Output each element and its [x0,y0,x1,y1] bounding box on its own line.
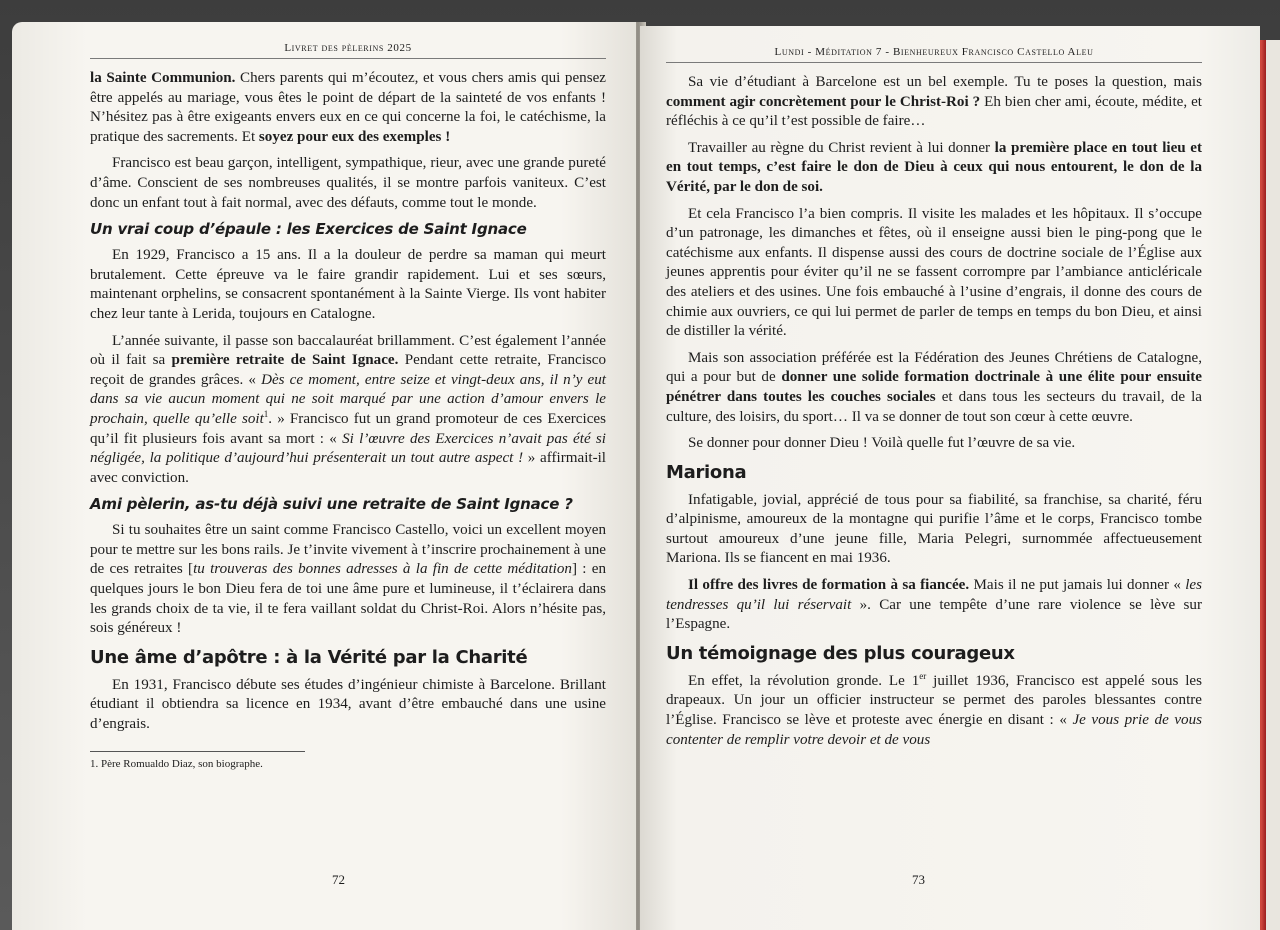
paragraph [666,73,1202,132]
italic-quote: les tendresses qu’il lui réservait [666,577,1202,613]
text: Travailler au règne du Christ revient à lui donner [688,139,995,156]
text: Mais son association préférée est la Fédération des Jeunes Chrétiens de Catalogne, qui a pour but de [666,349,1202,386]
bold-text: comment agir concrètement pour le Christ-Roi ? [666,93,981,110]
text: » affirmait-il avec conviction. [90,450,606,486]
text: Si tu souhaites être un saint comme Francisco Castello, voici un excellent moyen pour te mettre sur les bons rails. Je t’invite vivement à t’inscrire prochainement à une de ces retraites [ [90,522,606,578]
page-number: 73 [912,872,925,887]
left-page [12,22,636,930]
footnote: 1. Père Romualdo Diaz, son biographe. [90,757,263,770]
text: Sa vie d’étudiant à Barcelone est un bel exemple. Tu te poses la question, mais [688,74,1202,90]
bold-text: la Sainte Communion. [90,70,236,86]
bold-text: soyez pour eux des exemples ! [258,128,451,145]
superscript: er [919,670,927,681]
text: ] : en quelques jours le bon Dieu fera de toi une âme pure et lumineuse, il t’éclairera dans les grands choix de ta vie, il te fera vaillant soldat du Christ-Roi. Alors n’hésite pas, sois généreux ! [90,561,607,637]
running-head: Lundi - Méditation 7 - Bienheureux Francisco Castello Aleu [666,46,1202,63]
text: juillet 1936, Francisco est appelé sous les drapeaux. Un jour un officier instructeur se permet des paroles blessantes contre l’Église. Francisco se lève et proteste avec énergie en disant : « [666,672,1203,729]
text: L’année suivante, il passe son baccalauréat brillamment. C’est également l’année où il fait sa [90,332,606,369]
paragraph [666,349,1202,427]
paragraph [90,332,606,489]
paragraph [90,69,606,147]
paragraph: En 1931, Francisco débute ses études d’ingénieur chimiste à Barcelone. Brillant étudiant il obtiendra sa licence en 1934, avant d’être embauché dans une usine d’engrais. [90,676,606,733]
page-edge [1266,40,1280,930]
text: Pendant cette retraite, Francisco reçoit de grandes grâces. « [90,352,607,388]
paragraph [666,576,1202,635]
text: Mais il ne put jamais lui donner « [969,577,1186,594]
text: . » Francisco fut un grand promoteur de ces Exercices qu’il fit plusieurs fois avant sa mort : « [90,410,606,447]
paragraph [90,521,606,639]
text: Eh bien cher ami, écoute, médite, et réfléchis à ce qu’il t’est possible de faire… [666,93,1202,130]
bold-text: donner une solide formation doctrinale à une élite pour ensuite pénétrer dans toutes les couches sociales [666,369,1203,405]
paragraph: Francisco est beau garçon, intelligent, sympathique, rieur, avec une grande pureté d’âme. Conscient de ses nombreuses qualités, il se montre parfois vaniteux. C’est donc un enfant tout à fait normal, avec des défauts, comme tout le monde. [90,155,606,211]
paragraph [666,672,1202,750]
bold-text: Il offre des livres de formation à sa fiancée. [688,577,970,594]
page-number: 72 [332,872,345,887]
paragraph [666,139,1202,198]
footnote-ref: 1 [263,408,269,419]
italic-text: tu trouveras des bonnes adresses à la fin de cette méditation [193,561,572,578]
paragraph: Se donner pour donner Dieu ! Voilà quelle fut l’œuvre de sa vie. [688,435,1076,452]
italic-quote: Dès ce moment, entre seize et vingt-deux ans, il n’y eut dans sa vie aucun moment qui ne soit marqué par une action d’amour envers le prochain, quelle qu’elle soit [90,371,606,427]
text: En effet, la révolution gronde. Le 1 [688,672,920,689]
subheading: Ami pèlerin, as-tu déjà suivi une retraite de Saint Ignace ? [90,495,573,514]
running-head: Livret des pèlerins 2025 [90,42,606,59]
section-heading: Une âme d’apôtre : à la Vérité par la Charité [90,646,528,668]
italic-quote: Je vous prie de vous contenter de remplir votre devoir et de vous [666,712,1203,748]
subheading: Un vrai coup d’épaule : les Exercices de Saint Ignace [90,220,527,239]
text: Chers parents qui m’écoutez, et vous chers amis qui pensez être appelés au mariage, vous êtes le point de départ de la sainteté de vos enfants ! N’hésitez pas à être exigeants envers eux en ce qui concerne la foi, le catéchisme, la pratique des sacrements. Et [90,70,606,145]
paragraph: Infatigable, jovial, apprécié de tous pour sa fiabilité, sa franchise, sa charité, féru d’alpinisme, amoureux de la montagne qui purifie l’âme et le corps, Francisco tombe surtout amoureux d’une jeune fille, Maria Pelegri, surnommée affectueusement Mariona. Ils se fiancent en mai 1936. [666,491,1202,567]
text: et dans tous les secteurs du travail, de la culture, des loisirs, du sport… Il va se donner de tout son cœur à cette œuvre. [666,388,1202,425]
section-heading: Un témoignage des plus courageux [666,642,1015,664]
bold-text: première retraite de Saint Ignace. [171,352,399,369]
bold-text: la première place en tout lieu et en tout temps, c’est faire le don de Dieu à ceux qui nous entourent, le don de la Vérité, par le don de soi. [666,139,1203,195]
italic-quote: Si l’œuvre des Exercices n’avait pas été si négligée, la politique d’aujourd’hui présenterait un tout autre aspect ! [90,430,606,467]
section-heading: Mariona [666,461,747,483]
right-page [640,26,1260,930]
footnote-rule [90,751,305,752]
text: ». Car une tempête d’une rare violence se lève sur l’Espagne. [666,596,1202,633]
paragraph: Et cela Francisco l’a bien compris. Il visite les malades et les hôpitaux. Il s’occupe d’un patronage, les dimanches et fêtes, où il enseigne aussi bien le ping-pong que le catéchisme aux enfants. Il dispense aussi des cours de doctrine sociale de l’Église aux jeunes apprentis pour éviter qu’il ne se fassent corrompre par l’ambiance anticléricale des ateliers et des usines. Une fois embauché à l’usine d’engrais, il donne des cours de chimie aux ouvriers, ce qui lui permet de parler de temps en temps du bon Dieu, et ainsi de distiller la vérité. [666,205,1202,340]
paragraph: En 1929, Francisco a 15 ans. Il a la douleur de perdre sa maman qui meurt brutalement. Cette épreuve va le faire grandir rapidement. Lui et ses sœurs, maintenant orphelins, se consacrent spontanément à la Sainte Vierge. Ils vont habiter chez leur tante à Lerida, toujours en Catalogne. [90,247,606,322]
